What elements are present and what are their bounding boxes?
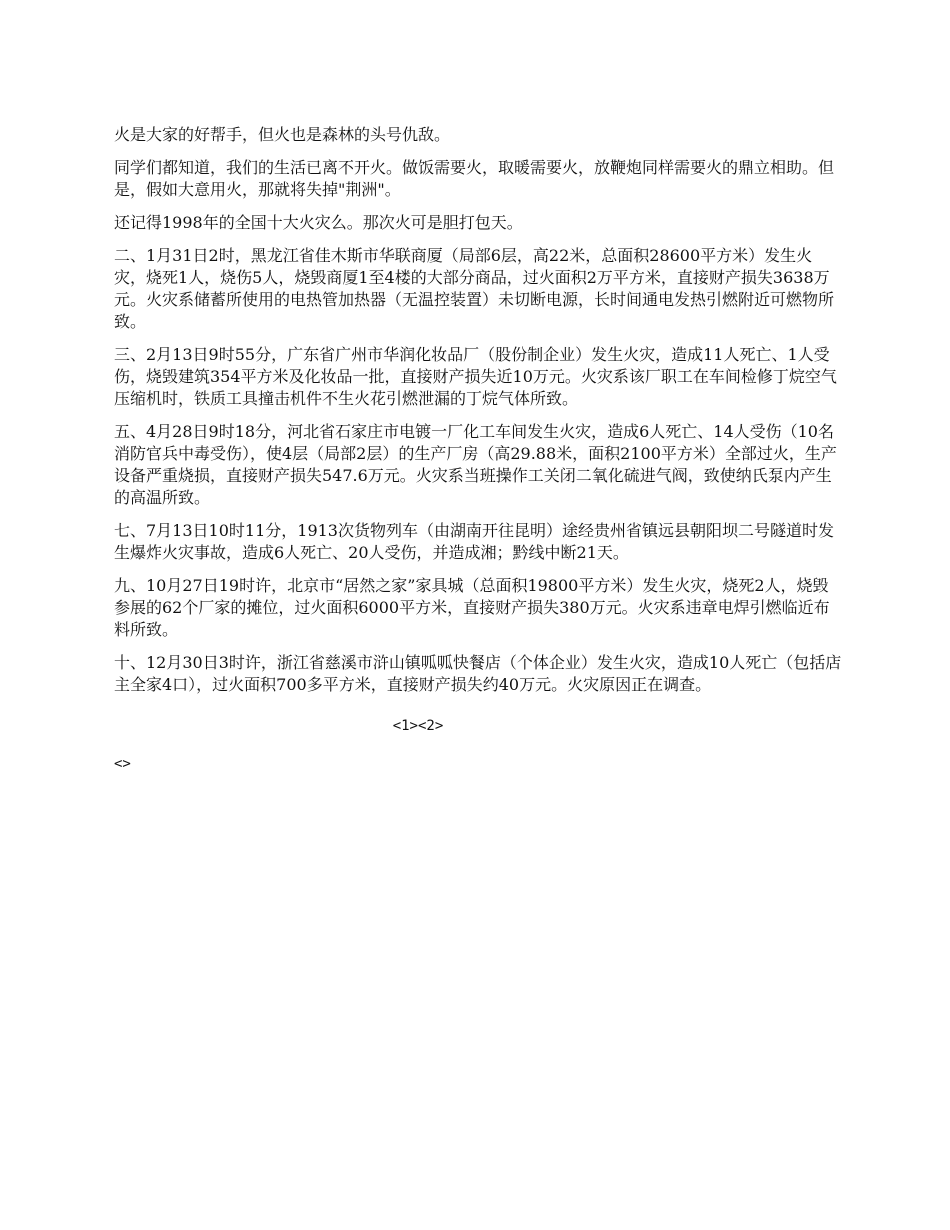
article-body [114, 124, 842, 774]
paragraph-fire-10: 十、12月30日3时许，浙江省慈溪市浒山镇呱呱快餐店（个体企业）发生火灾，造成10人死亡（包括店主全家4口），过火面积700多平方米，直接财产损失约40万元。火灾原因正在调查。 [114, 653, 842, 694]
footer-mark: <> [114, 756, 131, 772]
paragraph-fire-2: 二、1月31日2时，黑龙江省佳木斯市华联商厦（局部6层，高22米，总面积28600平方米）发生火灾，烧死1人，烧伤5人，烧毁商厦1至4楼的大部分商品，过火面积2万平方米，直接财产损失3638万元。火灾系储蓄所使用的电热管加热器（无温控装置）未切断电源，长时间通电发热引燃附近可燃物所致。 [114, 246, 835, 331]
paragraph-fire-9: 九、10月27日19时许，北京市“居然之家”家具城（总面积19800平方米）发生火灾，烧死2人，烧毁参展的62个厂家的摊位，过火面积6000平方米，直接财产损失380万元。火灾系违章电焊引燃临近布料所致。 [114, 576, 830, 639]
pagination-links[interactable]: <1><2> [392, 718, 444, 734]
paragraph-fire-7: 七、7月13日10时11分，1913次货物列车（由湖南开往昆明）途经贵州省镇远县朝阳坝二号隧道时发生爆炸火灾事故，造成6人死亡、20人受伤，并造成湘；黔线中断21天。 [114, 521, 834, 562]
paragraph-fire-3: 三、2月13日9时55分，广东省广州市华润化妆品厂（股份制企业）发生火灾，造成11人死亡、1人受伤，烧毁建筑354平方米及化妆品一批，直接财产损失近10万元。火灾系该厂职工在车间检修丁烷空气压缩机时，铁质工具撞击机件不生火花引燃泄漏的丁烷气体所致。 [114, 345, 837, 408]
paragraph-fire-5: 五、4月28日9时18分，河北省石家庄市电镀一厂化工车间发生火灾，造成6人死亡、14人受伤（10名消防官兵中毒受伤），使4层（局部2层）的生产厂房（高29.88米，面积2100平方米）全部过火，生产设备严重烧损，直接财产损失547.6万元。火灾系当班操作工关闭二氧化硫进气阀，致使纳氏泵内产生的高温所致。 [114, 422, 837, 507]
paragraph-fire-usage: 同学们都知道，我们的生活已离不开火。做饭需要火，取暖需要火，放鞭炮同样需要火的鼎立相助。但是，假如大意用火，那就将失掉"荆洲"。 [114, 158, 835, 199]
paragraph-intro: 火是大家的好帮手，但火也是森林的头号仇敌。 [114, 125, 451, 144]
paragraph-1998-recall: 还记得1998年的全国十大火灾么。那次火可是胆打包天。 [114, 213, 523, 232]
